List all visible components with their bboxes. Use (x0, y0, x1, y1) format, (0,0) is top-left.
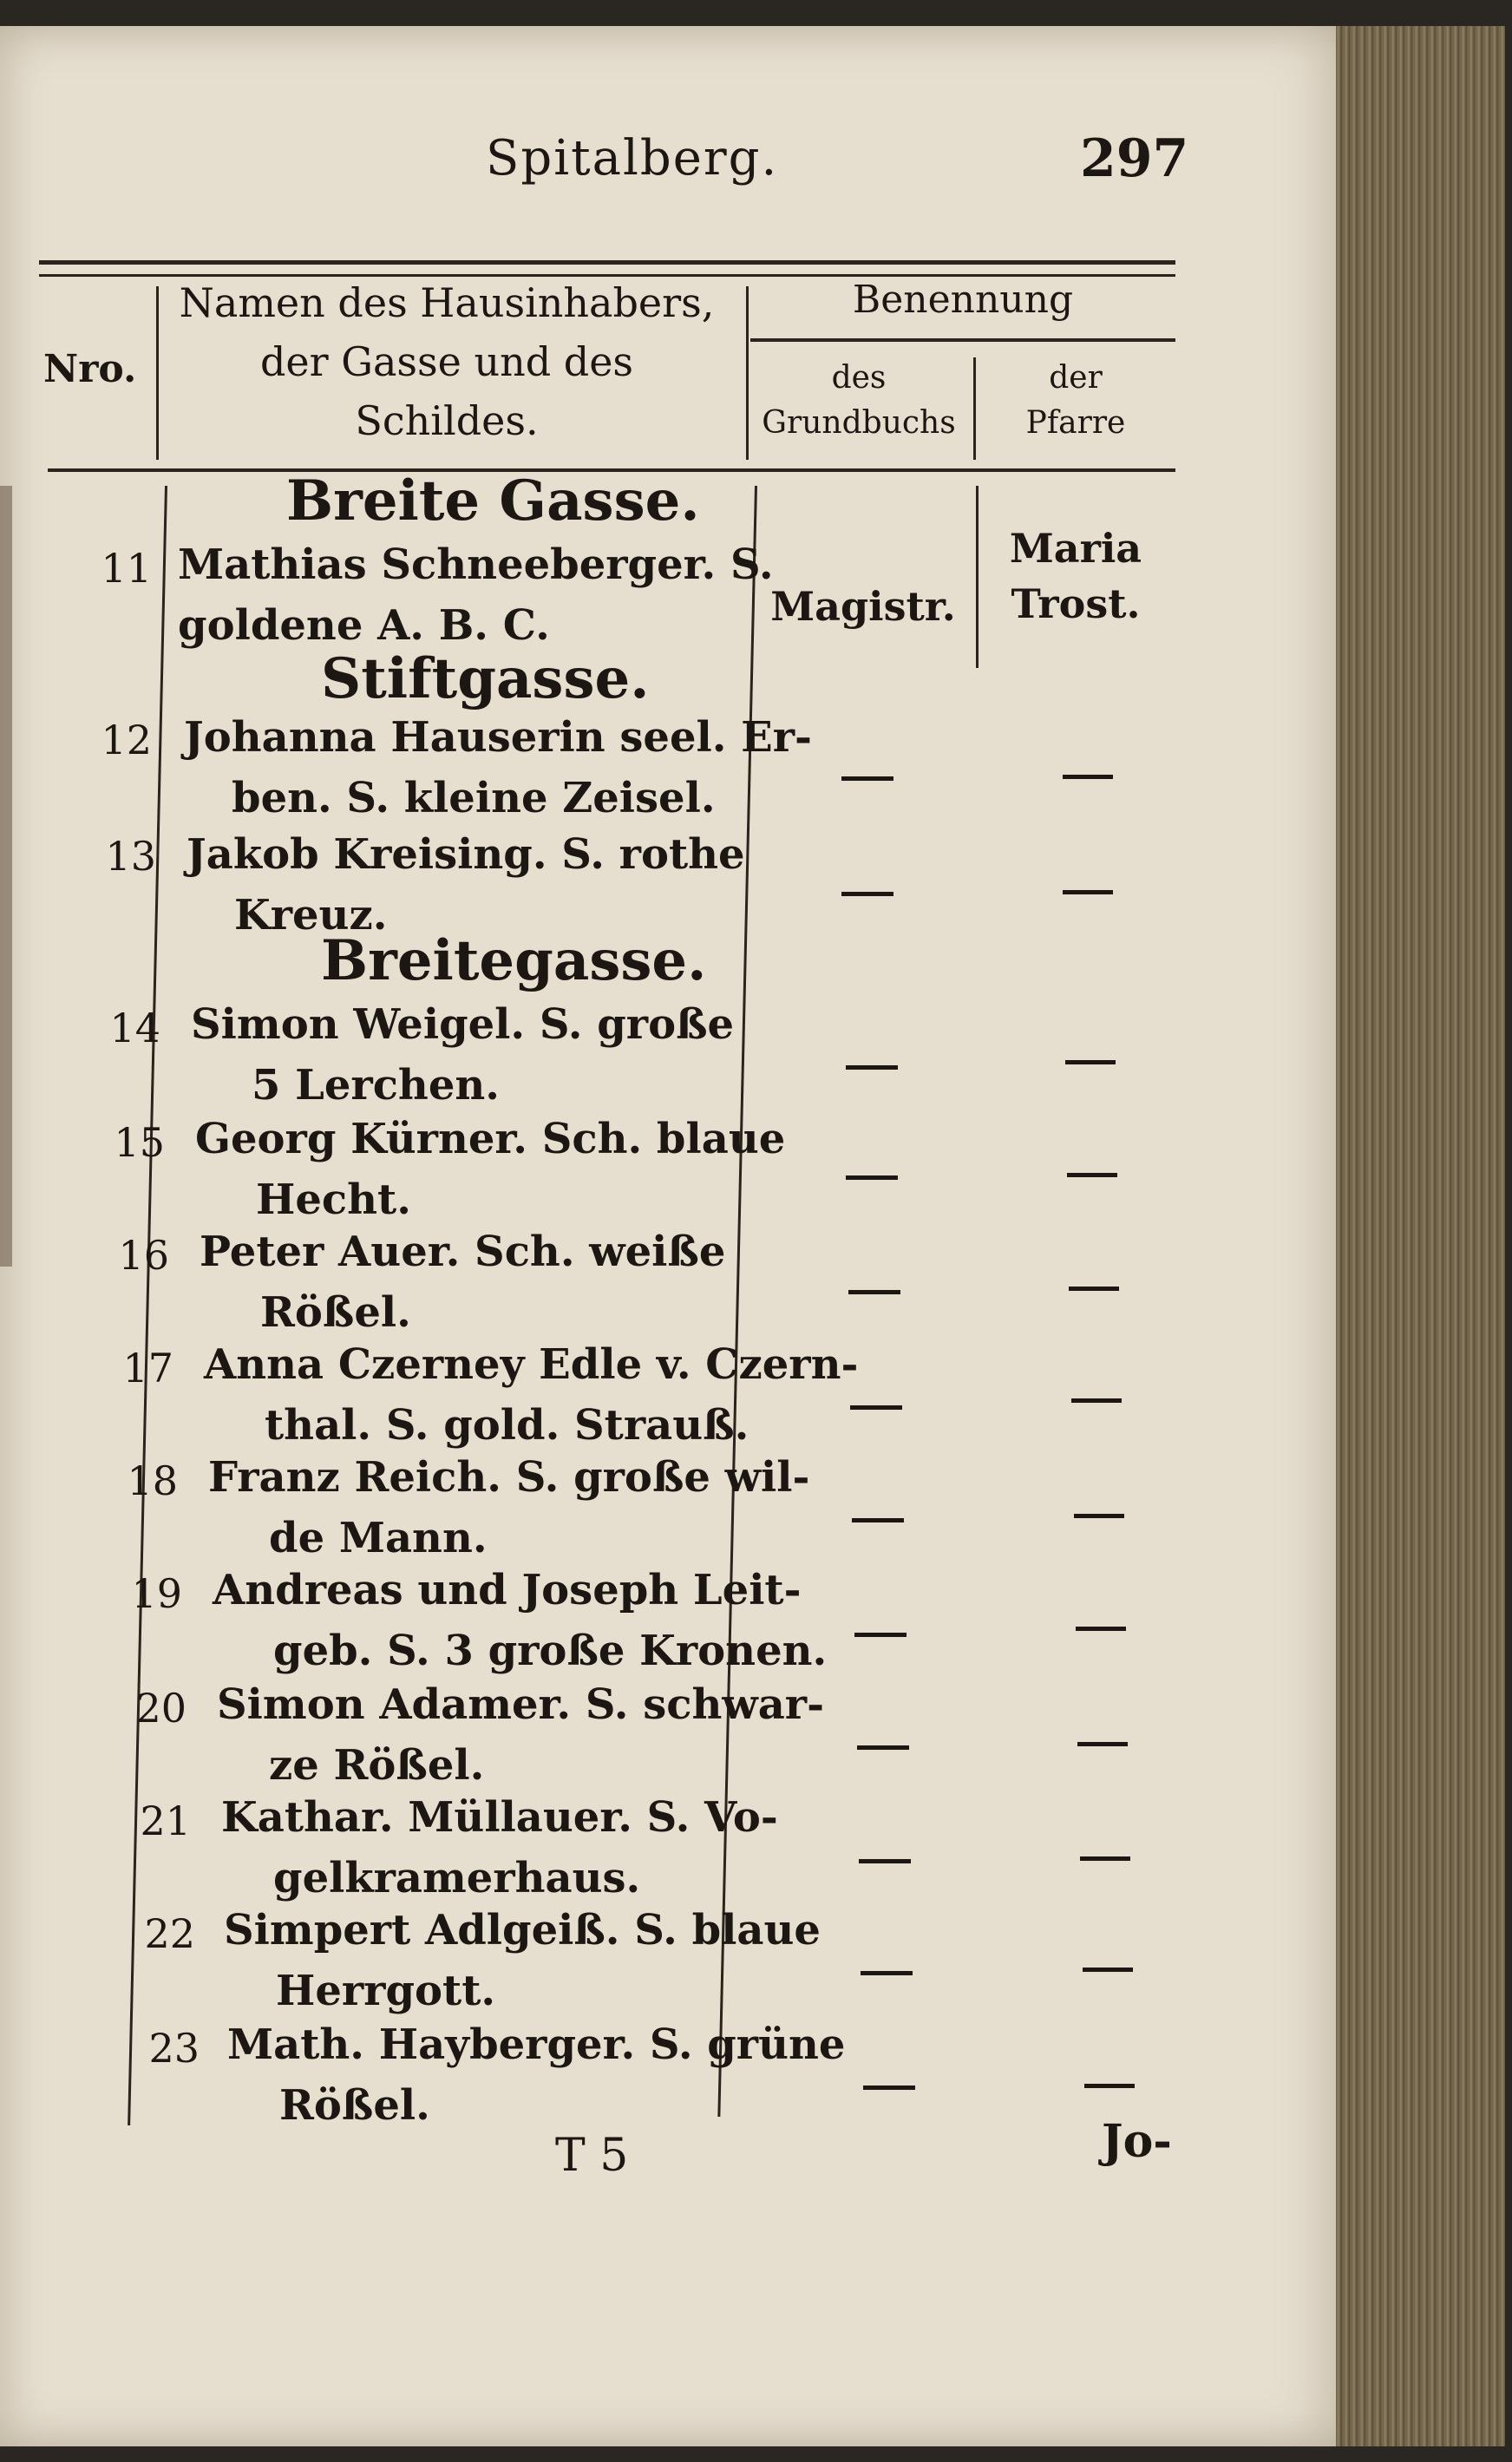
entry-number: 19 (131, 1570, 182, 1617)
header-name-line: Namen des Hausinhabers, (179, 279, 715, 326)
header-name-line: der Gasse und des (259, 338, 634, 385)
entry-name (184, 707, 812, 828)
entry-name-line: thal. S. gold. Strauß. (265, 1401, 749, 1450)
entry-number: 20 (135, 1685, 187, 1732)
entry-name (213, 1560, 827, 1681)
entry-name-line: Andreas und Joseph Leit- (213, 1566, 802, 1614)
section-title: Breite Gasse. (286, 468, 700, 534)
body-vrule-grundbuch (976, 486, 979, 668)
entry-number: 11 (101, 545, 152, 592)
top-rule-1 (39, 260, 1175, 265)
pfarre-ditto-mark (1063, 890, 1113, 894)
entry-number: 18 (127, 1457, 178, 1504)
header-pfarre-line: der (1049, 360, 1103, 396)
entry-name-line: Rößel. (260, 1288, 411, 1337)
entry-name-line: de Mann. (269, 1514, 488, 1562)
entry-number: 15 (114, 1119, 165, 1166)
grundbuch-ditto-mark (852, 1518, 904, 1522)
entry-name-line: Kathar. Müllauer. S. Vo- (221, 1793, 778, 1842)
pfarre-ditto-mark (1067, 1173, 1117, 1177)
entry-name-line: Rößel. (279, 2081, 430, 2130)
entry-name (217, 1674, 824, 1796)
pfarre-ditto-mark (1076, 1627, 1126, 1631)
entry-number: 13 (105, 833, 156, 880)
grundbuch-ditto-mark (857, 1745, 909, 1750)
grundbuch-value: Magistr. (770, 583, 956, 630)
pfarre-value (989, 521, 1162, 632)
entry-name-line: goldene A. B. C. (178, 601, 550, 650)
entry-name-line: Peter Auer. Sch. weiße (200, 1228, 726, 1276)
grundbuch-ditto-mark (841, 892, 893, 896)
grundbuch-ditto-mark (854, 1633, 907, 1637)
entry-number: 12 (101, 717, 152, 763)
entry-name-line: Simon Adamer. S. schwar- (217, 1680, 825, 1729)
pfarre-ditto-mark (1063, 775, 1113, 779)
entry-name (191, 994, 734, 1116)
entry-name-line: Anna Czerney Edle v. Czern- (204, 1340, 859, 1389)
entry-name-line: Simon Weigel. S. große (191, 1000, 735, 1049)
entry-name (208, 1447, 809, 1568)
pfarre-ditto-mark (1077, 1742, 1128, 1746)
entry-name-line: geb. S. 3 große Kronen. (273, 1627, 828, 1675)
entry-name-line: Herrgott. (276, 1967, 496, 2015)
entry-name (178, 534, 774, 656)
pfarre-ditto-mark (1069, 1287, 1119, 1291)
entry-name-line: Hecht. (256, 1175, 411, 1224)
entry-name-line: Georg Kürner. Sch. blaue (195, 1115, 786, 1163)
pfarre-ditto-mark (1080, 1856, 1130, 1861)
header-pfarre-line: Pfarre (1025, 405, 1126, 441)
entry-name-line: Jakob Kreising. S. rothe (187, 830, 745, 879)
entry-name-line: Franz Reich. S. große wil- (208, 1453, 810, 1502)
running-head: Spitalberg. (486, 130, 779, 187)
pfarre-value-line: Trost. (1011, 580, 1141, 627)
entry-name (187, 824, 745, 946)
page-number: 297 (1080, 128, 1189, 189)
signature-mark: T 5 (555, 2130, 629, 2182)
pfarre-ditto-mark (1084, 2084, 1135, 2088)
grundbuch-ditto-mark (863, 2085, 915, 2090)
entry-number: 21 (140, 1797, 191, 1844)
header-nro: Nro. (43, 347, 137, 391)
entry-number: 14 (109, 1005, 160, 1051)
entry-name-line: Simpert Adlgeiß. S. blaue (224, 1906, 821, 1955)
pfarre-ditto-mark (1074, 1514, 1124, 1518)
entry-name-line: Math. Hayberger. S. grüne (227, 2020, 846, 2069)
entry-name (227, 2014, 845, 2136)
entry-name-line: gelkramerhaus. (273, 1854, 641, 1902)
pfarre-ditto-mark (1065, 1060, 1116, 1064)
entry-name-line: Mathias Schneeberger. S. (178, 540, 774, 589)
entry-number: 16 (118, 1232, 169, 1279)
entry-name-line: 5 Lerchen. (252, 1061, 500, 1110)
header-vrule-2 (746, 286, 749, 460)
entry-name (204, 1334, 858, 1456)
entry-number: 23 (148, 2025, 200, 2072)
pfarre-value-line: Maria (1009, 525, 1142, 572)
entry-name-line: ben. S. kleine Zeisel. (232, 774, 716, 822)
entry-name (224, 1900, 821, 2021)
entry-number: 17 (122, 1345, 173, 1391)
entry-name-line: ze Rößel. (269, 1741, 485, 1790)
header-name (165, 273, 729, 450)
section-title: Stiftgasse. (321, 646, 650, 711)
entry-number: 22 (144, 1910, 195, 1957)
page-edges (1336, 26, 1505, 2446)
header-grundbuch-line: des (831, 360, 887, 396)
grundbuch-ditto-mark (861, 1971, 913, 1975)
catchword: Jo- (1102, 2115, 1172, 2168)
grundbuch-ditto-mark (841, 776, 893, 781)
header-benennung: Benennung (852, 278, 1074, 322)
entry-name-line: Johanna Hauserin seel. Er- (184, 713, 812, 762)
pfarre-ditto-mark (1071, 1398, 1122, 1403)
header-grundbuch-line: Grundbuchs (762, 405, 956, 441)
entry-name (221, 1787, 778, 1909)
section-title: Breitegasse. (321, 928, 707, 993)
benennung-rule (750, 338, 1175, 342)
entry-name (195, 1109, 785, 1230)
header-name-line: Schildes. (355, 397, 539, 444)
pfarre-ditto-mark (1083, 1968, 1133, 1972)
header-pfarre (980, 356, 1171, 446)
entry-name-line: Kreuz. (234, 891, 388, 940)
grundbuch-ditto-mark (859, 1859, 911, 1863)
header-vrule-1 (156, 286, 159, 460)
header-vrule-3 (973, 357, 976, 460)
header-grundbuch (746, 356, 972, 446)
grundbuch-ditto-mark (846, 1065, 898, 1070)
grundbuch-ditto-mark (846, 1175, 898, 1180)
entry-name (200, 1221, 725, 1343)
grundbuch-ditto-mark (848, 1290, 900, 1294)
grundbuch-ditto-mark (850, 1405, 902, 1410)
